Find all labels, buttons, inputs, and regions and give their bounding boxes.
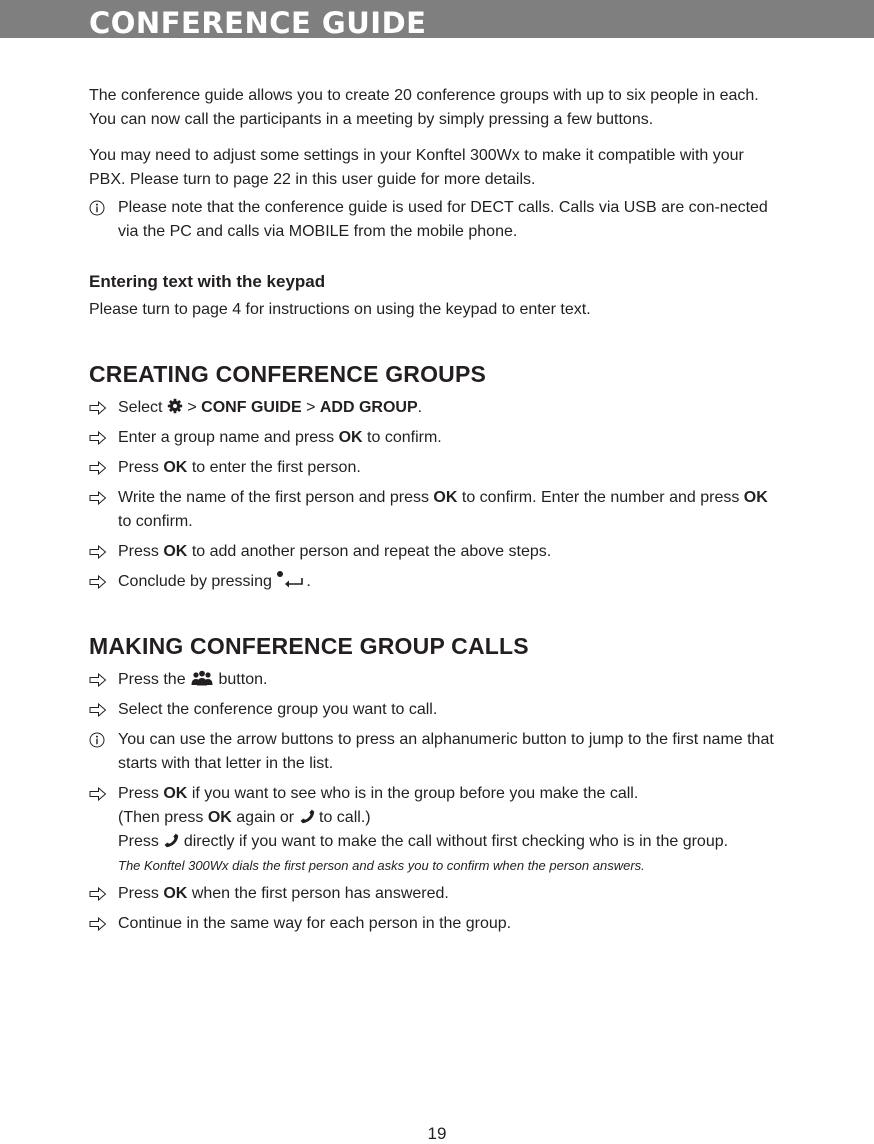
- settings-gear-icon: [167, 398, 183, 414]
- arrow-buttons-note: You can use the arrow buttons to press an alphanumeric button to jump to the first name that starts with that letter in the list.: [89, 728, 779, 776]
- dect-note: [89, 196, 779, 244]
- phone-handset-icon: [163, 832, 179, 848]
- making-step-1: Press the button.: [89, 668, 779, 692]
- page-content: [89, 84, 779, 942]
- phone-handset-icon: [299, 808, 315, 824]
- keypad-text: Please turn to page 4 for instructions on using the keypad to enter text.: [89, 301, 591, 318]
- dect-note-text: Please note that the conference guide is used for DECT calls. Calls via USB are con-nected via the PC and calls via MOBILE from the mobile phone.: [118, 199, 768, 240]
- making-step-5: Continue in the same way for each person in the group.: [89, 912, 779, 936]
- making-calls-title: MAKING CONFERENCE GROUP CALLS: [89, 633, 529, 659]
- conference-people-icon: [190, 670, 214, 686]
- arrow-bullet-icon: [89, 545, 107, 559]
- info-icon: [89, 200, 105, 216]
- header-band: [0, 0, 874, 38]
- creating-step-6: Conclude by pressing .: [89, 570, 779, 594]
- arrow-bullet-icon: [89, 401, 107, 415]
- arrow-bullet-icon: [89, 575, 107, 589]
- page-title: CONFERENCE GUIDE: [89, 6, 427, 40]
- page-number: 19: [427, 1124, 447, 1143]
- info-icon: [89, 732, 105, 748]
- back-enter-key-icon: [276, 570, 306, 588]
- creating-step-2: Enter a group name and press OK to confirm.: [89, 426, 779, 450]
- making-step-4: Press OK when the first person has answered.: [89, 882, 779, 906]
- arrow-bullet-icon: [89, 431, 107, 445]
- keypad-heading: Entering text with the keypad: [89, 272, 326, 291]
- arrow-bullet-icon: [89, 673, 107, 687]
- creating-groups-title: CREATING CONFERENCE GROUPS: [89, 361, 487, 387]
- arrow-bullet-icon: [89, 787, 107, 801]
- arrow-bullet-icon: [89, 491, 107, 505]
- creating-step-5: Press OK to add another person and repeat the above steps.: [89, 540, 779, 564]
- arrow-bullet-icon: [89, 887, 107, 901]
- dialing-hint: The Konftel 300Wx dials the first person and asks you to confirm when the person answers.: [118, 858, 645, 873]
- creating-step-1: Select > CONF GUIDE > ADD GROUP.: [89, 396, 779, 420]
- arrow-bullet-icon: [89, 703, 107, 717]
- arrow-bullet-icon: [89, 461, 107, 475]
- creating-step-3: Press OK to enter the first person.: [89, 456, 779, 480]
- creating-step-4: Write the name of the first person and press OK to confirm. Enter the number and press OK to confirm.: [89, 486, 779, 534]
- intro-paragraph-2: You may need to adjust some settings in your Konftel 300Wx to make it compatible with your PBX. Please turn to page 22 in this user guide for more details.: [89, 147, 744, 188]
- making-step-2: Select the conference group you want to call.: [89, 698, 779, 722]
- arrow-bullet-icon: [89, 917, 107, 931]
- making-step-3: Press OK if you want to see who is in the group before you make the call. (Then press OK again or to call.) Press directly if you want to make the call without first checking who is in the group. The Konftel 300Wx dials the first person and asks you to confirm when the person answers.: [89, 782, 779, 876]
- intro-paragraph-1: The conference guide allows you to create 20 conference groups with up to six people in each. You can now call the participants in a meeting by simply pressing a few buttons.: [89, 87, 759, 128]
